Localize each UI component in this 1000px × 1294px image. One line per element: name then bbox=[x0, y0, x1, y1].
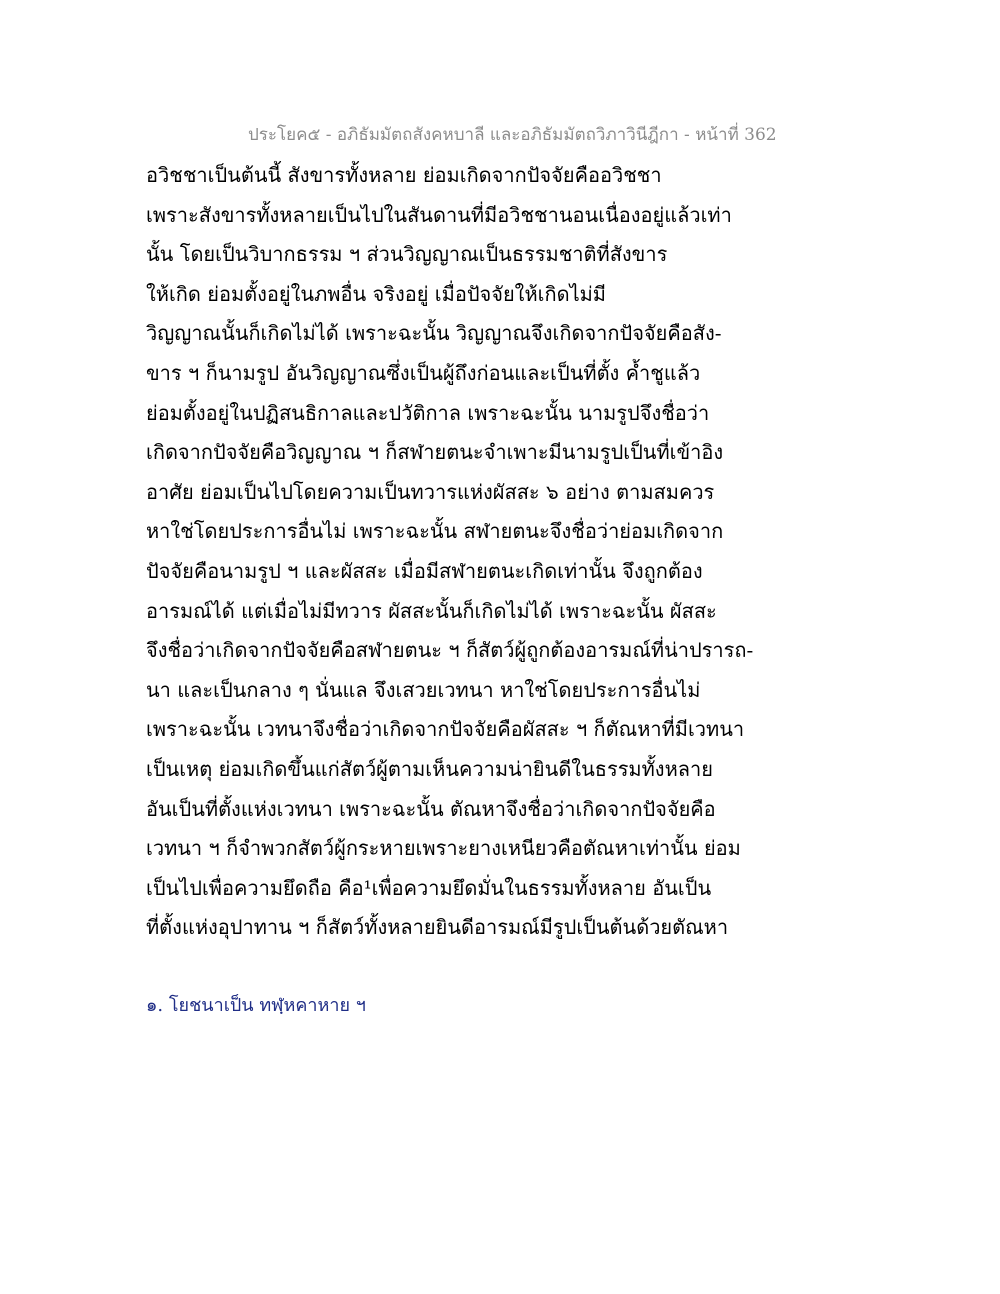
body-line: เพราะสังขารทั้งหลายเป็นไปในสันดานที่มีอวิชชานอนเนื่องอยู่แล้วเท่า bbox=[146, 202, 732, 227]
body-line: ให้เกิด ย่อมตั้งอยู่ในภพอื่น จริงอยู่ เมื่อปัจจัยให้เกิดไม่มี bbox=[146, 281, 606, 306]
body-line: อารมณ์ได้ แต่เมื่อไม่มีทวาร ผัสสะนั้นก็เกิดไม่ได้ เพราะฉะนั้น ผัสสะ bbox=[146, 598, 717, 623]
body-line: เป็นไปเพื่อความยึดถือ คือ¹เพื่อความยึดมั่นในธรรมทั้งหลาย อันเป็น bbox=[146, 875, 712, 900]
running-header: ประโยค๕ - อภิธัมมัตถสังคหบาลี และอภิธัมมัตถวิภาวินีฎีกา - หน้าที่ 362 bbox=[248, 125, 777, 145]
body-line: นา และเป็นกลาง ๆ นั่นแล จึงเสวยเวทนา หาใช่โดยประการอื่นไม่ bbox=[146, 677, 701, 702]
body-line: เวทนา ฯ ก็จำพวกสัตว์ผู้กระหายเพราะยางเหนียวคือตัณหาเท่านั้น ย่อม bbox=[146, 836, 741, 861]
body-line: จึงชื่อว่าเกิดจากปัจจัยคือสฬายตนะ ฯ ก็สัตว์ผู้ถูกต้องอารมณ์ที่น่าปรารถ- bbox=[146, 638, 754, 663]
body-line: ขาร ฯ ก็นามรูป อันวิญญาณซึ่งเป็นผู้ถึงก่อนและเป็นที่ตั้ง ค้ำชูแล้ว bbox=[146, 360, 701, 385]
body-line: ปัจจัยคือนามรูป ฯ และผัสสะ เมื่อมีสฬายตนะเกิดเท่านั้น จึงถูกต้อง bbox=[146, 558, 703, 583]
body-line: เพราะฉะนั้น เวทนาจึงชื่อว่าเกิดจากปัจจัยคือผัสสะ ฯ ก็ตัณหาที่มีเวทนา bbox=[146, 717, 745, 742]
body-line: นั้น โดยเป็นวิบากธรรม ฯ ส่วนวิญญาณเป็นธรรมชาติที่สังขาร bbox=[146, 242, 668, 267]
body-line: อาศัย ย่อมเป็นไปโดยความเป็นทวารแห่งผัสสะ ๖ อย่าง ตามสมควร bbox=[146, 479, 715, 504]
body-line: เกิดจากปัจจัยคือวิญญาณ ฯ ก็สฬายตนะจำเพาะมีนามรูปเป็นที่เข้าอิง bbox=[146, 440, 724, 465]
body-text bbox=[146, 156, 754, 948]
body-line: อันเป็นที่ตั้งแห่งเวทนา เพราะฉะนั้น ตัณหาจึงชื่อว่าเกิดจากปัจจัยคือ bbox=[146, 796, 716, 821]
body-line: อวิชชาเป็นต้นนี้ สังขารทั้งหลาย ย่อมเกิดจากปัจจัยคืออวิชชา bbox=[146, 163, 662, 187]
body-line: ย่อมตั้งอยู่ในปฏิสนธิกาลและปวัติกาล เพราะฉะนั้น นามรูปจึงชื่อว่า bbox=[146, 400, 710, 425]
body-line: ที่ตั้งแห่งอุปาทาน ฯ ก็สัตว์ทั้งหลายยินดีอารมณ์มีรูปเป็นต้นด้วยตัณหา bbox=[146, 915, 729, 940]
body-line: หาใช่โดยประการอื่นไม่ เพราะฉะนั้น สฬายตนะจึงชื่อว่าย่อมเกิดจาก bbox=[146, 519, 724, 544]
body-line: เป็นเหตุ ย่อมเกิดขึ้นแก่สัตว์ผู้ตามเห็นความน่ายินดีในธรรมทั้งหลาย bbox=[146, 756, 713, 781]
footnote: ๑. โยชนาเป็น ทฬฺหคาหาย ฯ bbox=[146, 995, 366, 1016]
body-line: วิญญาณนั้นก็เกิดไม่ได้ เพราะฉะนั้น วิญญาณจึงเกิดจากปัจจัยคือสัง- bbox=[146, 321, 722, 346]
